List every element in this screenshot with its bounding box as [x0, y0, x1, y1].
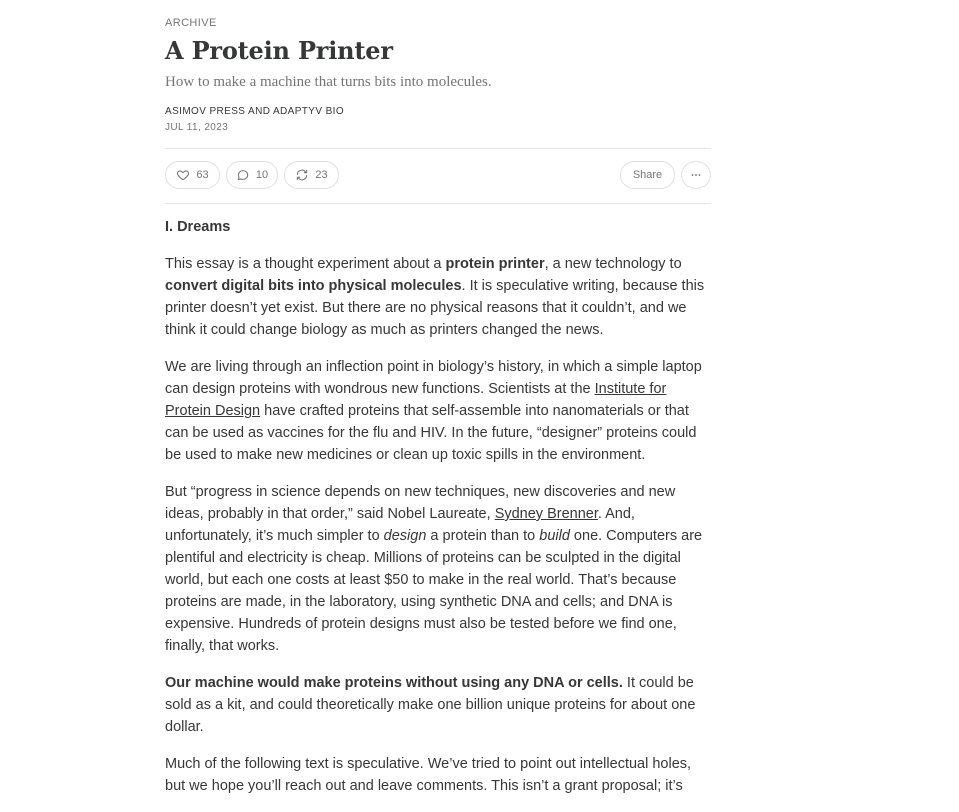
- comment-icon: [236, 168, 250, 182]
- author-byline[interactable]: ASIMOV PRESS AND ADAPTYV BIO: [165, 106, 345, 117]
- paragraph: We are living through an inflection point in biology’s history, in which a simple laptop can design proteins with wondrous new functions. Scientists at the Institute for Protein Design have crafted proteins that self-assemble into nanomaterials or that can be used as vaccines for the flu and HIV. In the future, “designer” proteins could be used to make new medicines or clean up toxic spills in the environment.: [165, 359, 702, 463]
- restack-button[interactable]: [284, 161, 339, 189]
- more-options-button[interactable]: [681, 161, 711, 189]
- paragraph: But “progress in science depends on new techniques, new discoveries and new ideas, probably in that order,” said Nobel Laureate, Sydney Brenner. And, unfortunately, it’s much simpler to design a protein than to build one. Computers are plentiful and electricity is cheap. Millions of proteins can be sculpted in the digital world, but each one costs at least $50 to make in the real world. That’s because proteins are made, in the laboratory, using synthetic DNA and cells; and DNA is expensive. Hundreds of protein designs must also be tested before we find one, finally, that works.: [165, 484, 703, 654]
- institute-link[interactable]: Institute for Protein Design: [165, 381, 667, 419]
- divider-bottom: [165, 203, 711, 204]
- divider-top: [165, 148, 711, 149]
- post-title: A Protein Printer: [165, 36, 393, 65]
- archive-label[interactable]: ARCHIVE: [165, 17, 217, 29]
- post-subtitle: How to make a machine that turns bits into molecules.: [165, 74, 492, 90]
- post-date: JUL 11, 2023: [165, 122, 229, 133]
- restack-icon: [295, 168, 309, 182]
- brenner-link[interactable]: Sydney Brenner: [494, 506, 598, 522]
- like-count: 63: [196, 169, 209, 181]
- section-heading: I. Dreams: [165, 219, 231, 235]
- heart-icon: [176, 168, 190, 182]
- like-button[interactable]: [165, 161, 220, 189]
- post-actions: [165, 161, 711, 191]
- share-button[interactable]: Share: [620, 161, 675, 189]
- comment-count: 10: [255, 169, 269, 181]
- comment-button[interactable]: [226, 161, 278, 189]
- paragraph: Much of the following text is speculative. We’ve tried to point out intellectual holes, but we hope you’ll reach out and leave comments. This isn’t a grant proposal; it’s: [165, 756, 692, 794]
- article-body: [165, 216, 711, 812]
- ellipsis-icon: [689, 168, 703, 182]
- restack-count: 23: [315, 169, 328, 181]
- paragraph: This essay is a thought experiment about a protein printer, a new technology to convert digital bits into physical molecules. It is speculative writing, because this printer doesn’t yet exist. But there are no physical reasons that it couldn’t, and we think it could change biology as much as printers changed the news.: [165, 256, 705, 338]
- paragraph: Our machine would make proteins without using any DNA or cells. It could be sold as a kit, and could theoretically make one billion unique proteins for about one dollar.: [165, 675, 696, 735]
